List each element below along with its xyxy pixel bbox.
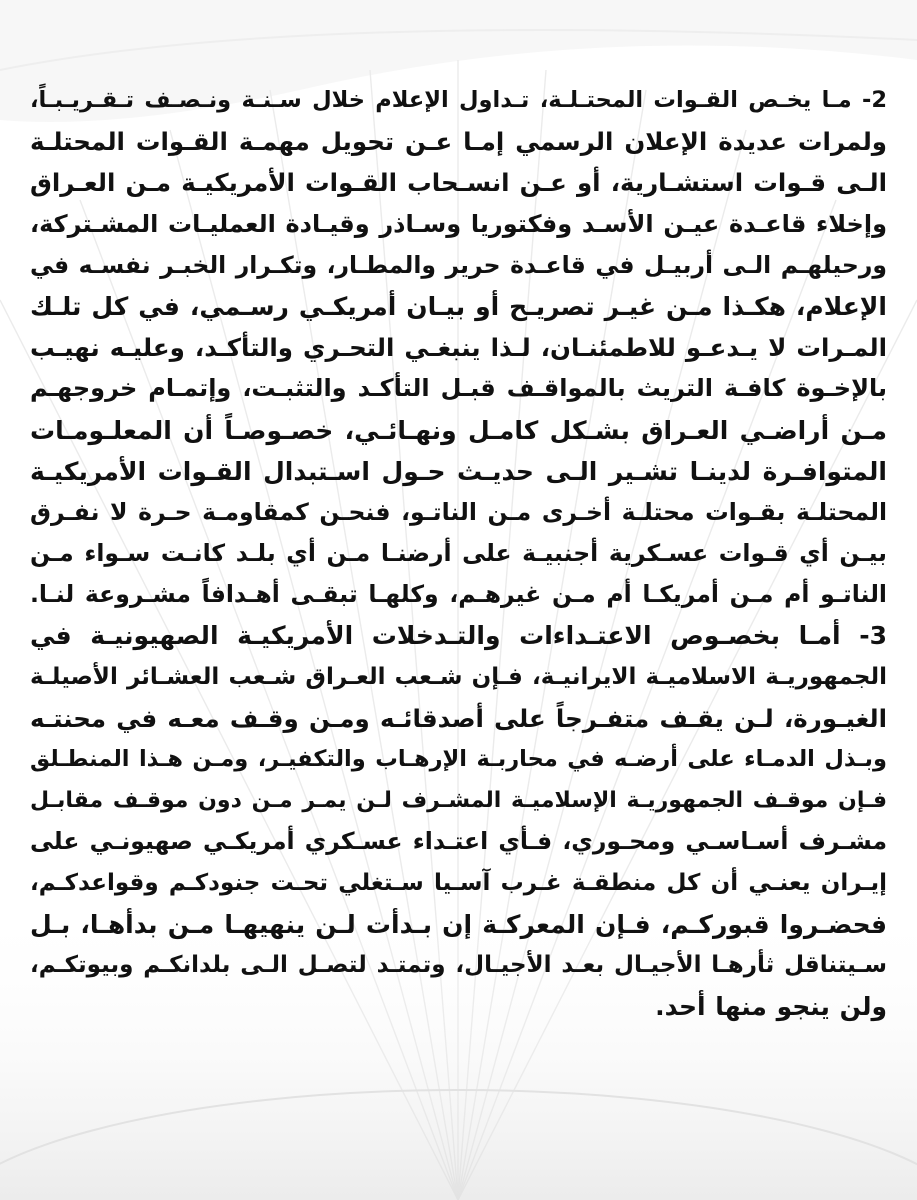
- text-line: ولمرات عديدة الإعلان الرسمي إمـا عـن تحويل مهمـة القـوات المحتلـة: [30, 127, 887, 157]
- text-line: الـى قـوات استشـارية، أو عـن انسـحاب القـوات الأمريكيـة مـن العـراق: [30, 168, 887, 198]
- text-line: مشـرف أسـاسـي ومحـوري، فـأي اعتـداء عسـكري أمريكـي صهيونـي على: [30, 827, 887, 856]
- text-line: الغيـورة، لـن يقـف متفـرجاً على أصدقائـه ومـن وقـف معـه في محنتـه: [30, 703, 887, 733]
- text-line: فحضـروا قبوركـم، فـإن المعركـة إن بـدأت لـن ينهيهـا مـن بدأهـا، بـل: [30, 909, 887, 939]
- text-line: الناتـو أم مـن أمريكـا أم مـن غيرهـم، وكلهـا تبقـى أهـدافاً مشـروعة لنـا.: [30, 580, 887, 609]
- text-line: الجمهوريـة الاسلاميـة الايرانيـة، فـإن شـعب العـراق شـعب العشـائر الأصيلـة: [30, 663, 887, 690]
- text-line: الإعلام، هكـذا مـن غيـر تصريـح أو بيـان أمريكـي رسـمي، في كل تلـك: [30, 291, 887, 321]
- text-line: وإخلاء قاعـدة عيـن الأسـد وفكتوريا وسـاذر وقيـادة العمليـات المشـتركة،: [30, 209, 887, 238]
- text-line: 2- مـا يخـص القـوات المحتـلـة، تـداول الإعلام خلال سـنـة ونـصـف تـقـريـبـاً،: [30, 87, 887, 113]
- text-line: بالإخـوة كافـة التريث بالمواقـف قبـل التأكـد والتثبـت، وإتمـام خروجهـم: [30, 374, 887, 403]
- text-line: المـرات لا يـدعـو للاطمئنـان، لـذا ينبغـي التحـري والتأكـد، وعليـه نهيـب: [30, 333, 887, 363]
- text-line: مـن أراضـي العـراق بشـكل كامـل ونهـائـي، خصـوصـاً أن المعلـومـات: [30, 415, 887, 445]
- text-line: المحتلـة بقـوات محتلـة أخـرى مـن الناتـو، فنحـن كمقاومـة حـرة لا نفـرق: [30, 497, 887, 526]
- statement-text-block: [30, 80, 887, 1170]
- text-line: سـيتناقل ثأرهـا الأجيـال بعـد الأجيـال، وتمتـد لتصـل الـى بلدانكـم وبيوتكـم،: [30, 951, 887, 978]
- text-line: إيـران يعنـي أن كل منطقـة غـرب آسـيا سـتغلي تحـت جنودكـم وقواعدكـم،: [30, 869, 887, 896]
- text-line: 3- أمـا بخصـوص الاعتـداءات والتـدخلات الأمريكيـة الصهيونيـة في: [30, 621, 887, 651]
- text-line: ورحيلهـم الـى أربيـل في قاعـدة حرير والمطـار، وتكـرار الخبـر نفسـه في: [30, 250, 887, 279]
- text-line: فـإن موقـف الجمهوريـة الإسلاميـة المشـرف لـن يمـر مـن دون موقـف مقابـل: [30, 788, 887, 814]
- text-line-last: ولن ينجو منها أحد.: [655, 992, 887, 1022]
- text-line: بيـن أي قـوات عسـكرية أجنبيـة على أرضنـا مـن أي بلـد كانـت سـواء مـن: [30, 539, 887, 568]
- text-line: المتوافـرة لدينـا تشـير الـى حديـث حـول اسـتبدال القـوات الأمريكيـة: [30, 456, 887, 486]
- text-line: وبـذل الدمـاء على أرضـه في محاربـة الإرهـاب والتكفيـر، ومـن هـذا المنطـلق: [30, 746, 887, 772]
